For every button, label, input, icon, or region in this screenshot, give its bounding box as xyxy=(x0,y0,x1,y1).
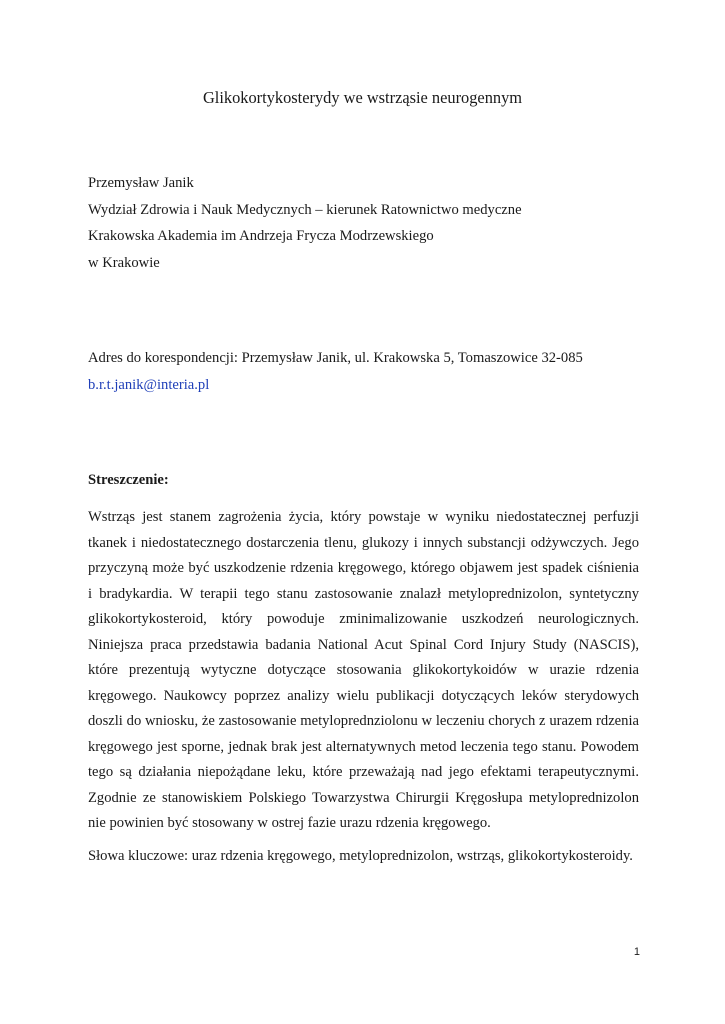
correspondence-email-link[interactable]: b.r.t.janik@interia.pl xyxy=(88,376,210,393)
abstract-line: tkanek i niedostatecznego dostarczenia tlenu, glukozy i innych substancji odżywczych. Jego xyxy=(88,534,639,551)
abstract-line: tego są działania niepożądane leku, które przeważają nad jego efektami terapeutycznymi. xyxy=(88,764,639,780)
correspondence-block xyxy=(88,345,583,398)
abstract-line: kręgowego jest sporne, jednak brak jest alternatywnych metod leczenia tego stanu. Powodem xyxy=(88,738,639,755)
abstract-line: kręgowego. Naukowcy poprzez analizy wielu publikacji dotyczących leków sterydowych xyxy=(88,687,639,704)
correspondence-address: Adres do korespondencji: Przemysław Janik, ul. Krakowska 5, Tomaszowice 32-085 xyxy=(88,350,583,366)
abstract-line: glikokortykosteroid, który powoduje zminimalizowanie uszkodzeń neurologicznych. xyxy=(88,611,639,627)
abstract-line: które prezentują wytyczne dotyczące stosowania glikokortykoidów w urazie rdzenia xyxy=(88,662,639,678)
abstract-line: i bradykardia. W terapii tego stanu zastosowanie znalazł metyloprednizolon, syntetyczny xyxy=(88,585,639,602)
abstract-line: Niniejsza praca przedstawia badania National Acut Spinal Cord Injury Study (NASCIS), xyxy=(88,636,639,653)
abstract-line: doszli do wniosku, że zastosowanie metyloprednziolonu w leczeniu chorych z urazem rdzenia xyxy=(88,713,639,729)
author-block xyxy=(88,170,522,276)
abstract-line: Wstrząs jest stanem zagrożenia życia, który powstaje w wyniku niedostatecznej perfuzji xyxy=(88,509,639,525)
abstract-line: przyczyną może być uszkodzenie rdzenia kręgowego, którego objawem jest spadek ciśnienia xyxy=(88,560,639,576)
document-title: Glikokortykosterydy we wstrząsie neurogennym xyxy=(202,88,523,107)
affiliation-line: w Krakowie xyxy=(88,254,160,271)
affiliation-line: Krakowska Akademia im Andrzeja Frycza Modrzewskiego xyxy=(88,228,434,244)
author-name: Przemysław Janik xyxy=(88,175,194,191)
keywords: Słowa kluczowe: uraz rdzenia kręgowego, metyloprednizolon, wstrząs, glikokortykosteroidy. xyxy=(88,848,633,864)
page-number: 1 xyxy=(633,946,640,958)
affiliation-line: Wydział Zdrowia i Nauk Medycznych – kierunek Ratownictwo medyczne xyxy=(88,201,522,218)
abstract-heading: Streszczenie: xyxy=(88,472,169,488)
abstract-line: nie powinien być stosowany w ostrej fazie urazu rdzenia kręgowego. xyxy=(88,815,491,831)
abstract-line: Zgodnie ze stanowiskiem Polskiego Towarzystwa Chirurgii Kręgosłupa metyloprednizolon xyxy=(88,789,639,806)
abstract-body xyxy=(88,505,639,837)
